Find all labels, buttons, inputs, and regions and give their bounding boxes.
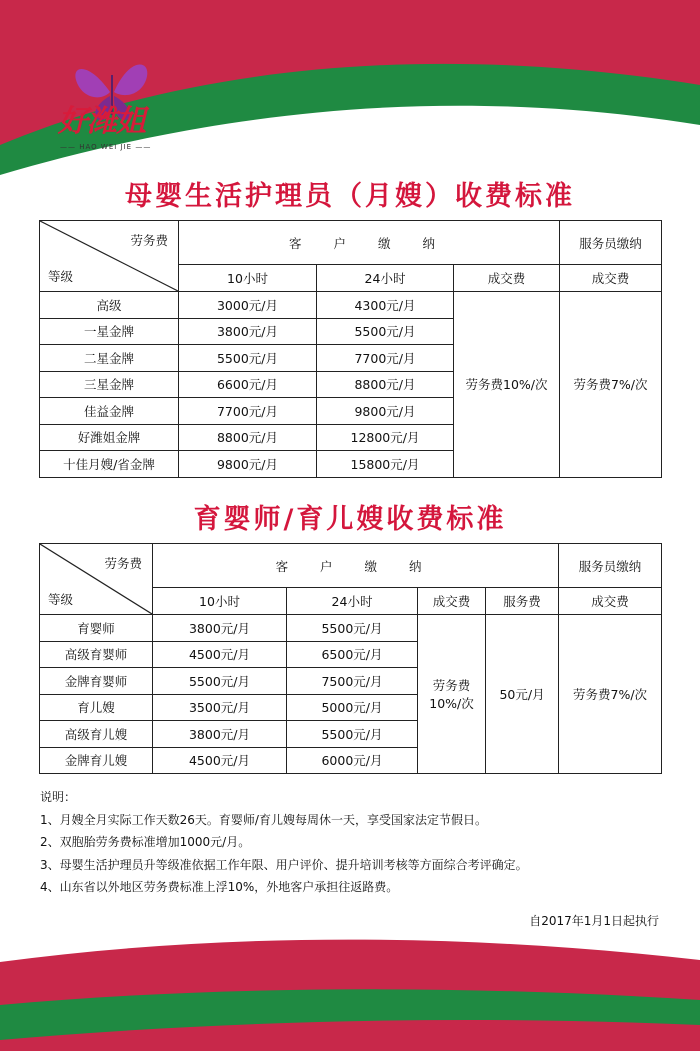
fee-10h-cell: 3800元/月 [153, 721, 287, 748]
header-level-label: 等级 [48, 269, 74, 284]
table-row [40, 292, 662, 319]
fee-24h-cell: 8800元/月 [317, 371, 454, 398]
level-cell: 佳益金牌 [40, 398, 179, 425]
fee-10h-cell: 8800元/月 [179, 424, 317, 451]
fee-24h-cell: 5000元/月 [287, 694, 418, 721]
fee-24h-cell: 5500元/月 [287, 615, 418, 642]
header-deal-fee: 成交费 [418, 588, 486, 615]
staff-fee-cell: 劳务费7%/次 [559, 615, 662, 774]
fee-24h-cell: 12800元/月 [317, 424, 454, 451]
table-row [40, 615, 662, 642]
header-customer-pays: 客 户 缴 纳 [153, 544, 559, 588]
fee-10h-cell: 3800元/月 [179, 318, 317, 345]
diagonal-header-cell [40, 544, 153, 615]
diagonal-header-cell [40, 221, 179, 292]
fee-10h-cell: 4500元/月 [153, 641, 287, 668]
fee-10h-cell: 9800元/月 [179, 451, 317, 478]
header-staff-deal-fee: 成交费 [559, 588, 662, 615]
header-staff-pays: 服务员缴纳 [559, 544, 662, 588]
header-customer-pays: 客 户 缴 纳 [179, 221, 560, 265]
header-fee-label: 劳务费 [130, 233, 168, 248]
fee-24h-cell: 5500元/月 [287, 721, 418, 748]
level-cell: 高级育婴师 [40, 641, 153, 668]
level-cell: 高级育儿嫂 [40, 721, 153, 748]
level-cell: 二星金牌 [40, 345, 179, 372]
note-item: 4、山东省以外地区劳务费标准上浮10%，外地客户承担往返路费。 [40, 880, 399, 894]
note-item: 2、双胞胎劳务费标准增加1000元/月。 [40, 835, 251, 849]
fee-10h-cell: 3000元/月 [179, 292, 317, 319]
header-level-label: 等级 [48, 592, 74, 607]
fee-24h-cell: 7500元/月 [287, 668, 418, 695]
level-cell: 三星金牌 [40, 371, 179, 398]
level-cell: 高级 [40, 292, 179, 319]
fee-24h-cell: 7700元/月 [317, 345, 454, 372]
maternity-fee-table [39, 220, 662, 478]
fee-24h-cell: 9800元/月 [317, 398, 454, 425]
fee-10h-cell: 6600元/月 [179, 371, 317, 398]
notes-section [40, 786, 528, 899]
brand-logo-subtitle: —— HAO WEI JIE —— [60, 143, 152, 151]
fee-10h-cell: 5500元/月 [153, 668, 287, 695]
level-cell: 十佳月嫂/省金牌 [40, 451, 179, 478]
deal-fee-line1: 劳务费 [432, 678, 471, 693]
fee-24h-cell: 5500元/月 [317, 318, 454, 345]
fee-10h-cell: 3500元/月 [153, 694, 287, 721]
fee-24h-cell: 6500元/月 [287, 641, 418, 668]
brand-logo-text: 好潍姐 [58, 104, 145, 139]
header-10h: 10小时 [179, 265, 317, 292]
nanny-fee-table [39, 543, 662, 774]
level-cell: 育婴师 [40, 615, 153, 642]
header-staff-deal-fee: 成交费 [560, 265, 662, 292]
effective-date: 自2017年1月1日起执行 [529, 914, 659, 928]
header-24h: 24小时 [287, 588, 418, 615]
staff-fee-cell: 劳务费7%/次 [560, 292, 662, 478]
header-service-fee: 服务费 [486, 588, 559, 615]
level-cell: 一星金牌 [40, 318, 179, 345]
header-fee-label: 劳务费 [104, 556, 142, 571]
fee-24h-cell: 15800元/月 [317, 451, 454, 478]
fee-10h-cell: 5500元/月 [179, 345, 317, 372]
fee-10h-cell: 3800元/月 [153, 615, 287, 642]
header-staff-pays: 服务员缴纳 [560, 221, 662, 265]
notes-heading: 说明： [40, 790, 77, 804]
level-cell: 好潍姐金牌 [40, 424, 179, 451]
deal-fee-cell: 劳务费10%/次 [454, 292, 560, 478]
header-10h: 10小时 [153, 588, 287, 615]
header-deal-fee: 成交费 [454, 265, 560, 292]
service-fee-cell: 50元/月 [486, 615, 559, 774]
note-item: 1、月嫂全月实际工作天数26天。育婴师/育儿嫂每周休一天，享受国家法定节假日。 [40, 812, 487, 827]
nanny-fee-title: 育婴师/育儿嫂收费标准 [193, 504, 507, 535]
fee-24h-cell: 6000元/月 [287, 747, 418, 774]
header-24h: 24小时 [317, 265, 454, 292]
level-cell: 金牌育婴师 [40, 668, 153, 695]
fee-10h-cell: 4500元/月 [153, 747, 287, 774]
level-cell: 育儿嫂 [40, 694, 153, 721]
deal-fee-line2: 10%/次 [429, 696, 474, 711]
note-item: 3、母婴生活护理员升等级准依据工作年限、用户评价、提升培训考核等方面综合考评确定。 [40, 857, 528, 872]
deal-fee-cell [418, 615, 486, 774]
fee-24h-cell: 4300元/月 [317, 292, 454, 319]
butterfly-icon [48, 30, 178, 160]
maternity-fee-title: 母婴生活护理员（月嫂）收费标准 [125, 181, 575, 212]
level-cell: 金牌育儿嫂 [40, 747, 153, 774]
fee-10h-cell: 7700元/月 [179, 398, 317, 425]
